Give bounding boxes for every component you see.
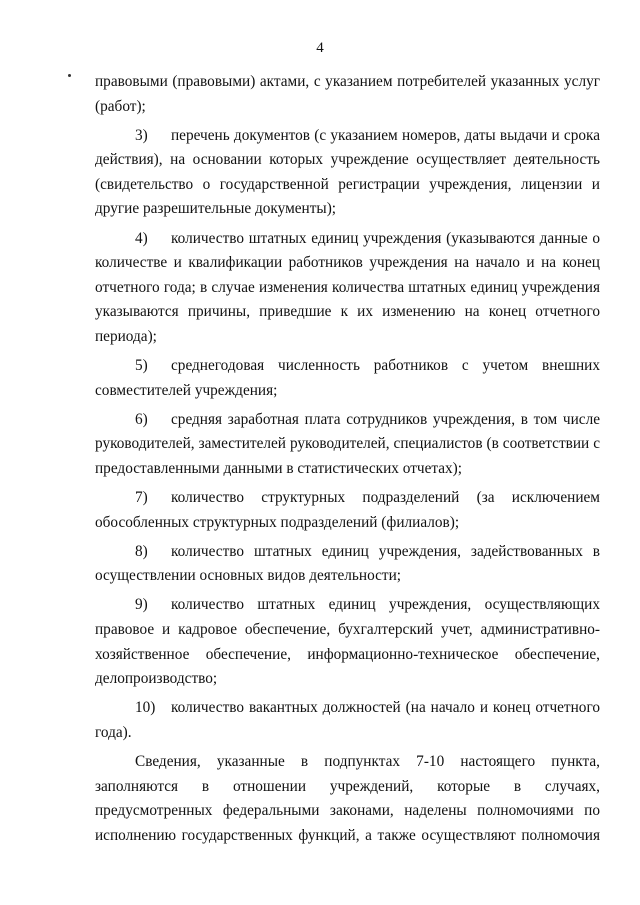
scan-dot-mark xyxy=(68,74,71,77)
list-item-number: 10) xyxy=(135,699,156,717)
list-item-number: 8) xyxy=(135,542,148,560)
list-item-text: перечень документов (с указанием номеров, даты выдачи и срока действия), на основании которых учреждение осуществляет деятельность (свидетельство о государственной регистрации учреждения, лицензии и другие разрешительные документы); xyxy=(95,126,600,218)
list-item-3 xyxy=(95,124,600,222)
list-item-text: количество штатных единиц учреждения (указываются данные о количестве и квалификации работников учреждения на начало и на конец отчетного года; в случае изменения количества штатных единиц учреждения указываются причины, приведшие к их изменению на конец отчетного периода); xyxy=(95,229,600,345)
list-item-text: количество штатных единиц учреждения, задействованных в осуществлении основных видов деятельности; xyxy=(95,542,600,585)
list-item-number: 3) xyxy=(135,126,148,144)
list-item-text: количество структурных подразделений (за исключением обособленных структурных подразделений (филиалов); xyxy=(95,489,600,531)
list-item-10 xyxy=(95,696,600,745)
closing-paragraph xyxy=(95,750,600,848)
page-number: 4 xyxy=(316,40,324,56)
list-item-number: 4) xyxy=(135,229,148,247)
document-body xyxy=(95,70,600,853)
continuation-paragraph: правовыми (правовыми) актами, с указанием потребителей указанных услуг (работ); xyxy=(95,73,600,115)
closing-text: Сведения, указанные в подпунктах 7-10 настоящего пункта, заполняются в отношении учреждений, которые в случаях, предусмотренных федеральными законами, наделены полномочиями по исполнению государственных функций, а также осуществляют полномочия xyxy=(95,752,600,844)
list-item-7 xyxy=(95,486,600,535)
list-item-number: 7) xyxy=(135,489,148,506)
list-item-number: 9) xyxy=(135,596,148,614)
list-item-9 xyxy=(95,593,600,691)
list-item-8 xyxy=(95,540,600,589)
list-item-number: 5) xyxy=(135,357,148,375)
list-item-text: количество вакантных должностей (на начало и конец отчетного года). xyxy=(95,699,600,741)
list-item-6 xyxy=(95,408,600,482)
list-item-text: среднегодовая численность работников с учетом внешних совместителей учреждения; xyxy=(95,357,600,399)
list-item-text: средняя заработная плата сотрудников учреждения, в том числе руководителей, заместителей руководителей, специалистов (в соответствии с предоставленными данными в статистических отчетах); xyxy=(95,410,600,477)
list-item-text: количество штатных единиц учреждения, осуществляющих правовое и кадровое обеспечение, бухгалтерский учет, административно-хозяйственное обеспечение, информационно-техническое обеспечение, делопроизводство; xyxy=(95,596,600,688)
list-item-5 xyxy=(95,354,600,403)
list-item-4 xyxy=(95,227,600,350)
list-item-number: 6) xyxy=(135,410,148,428)
